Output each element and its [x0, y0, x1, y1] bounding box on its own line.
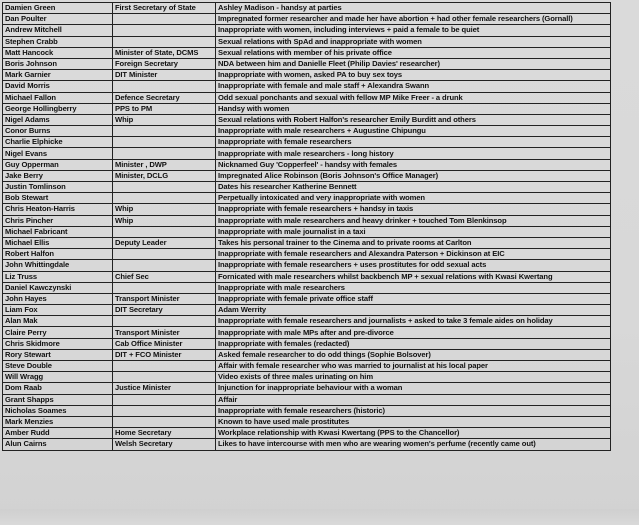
name-cell: Guy Opperman [3, 159, 113, 170]
table-row [3, 349, 611, 360]
name-cell: Steve Double [3, 361, 113, 372]
name-cell: Alun Cairns [3, 439, 113, 450]
role-cell: Transport Minister [113, 327, 216, 338]
table-row [3, 204, 611, 215]
name-cell: Stephen Crabb [3, 36, 113, 47]
note-cell: Inappropriate with female and male staff + Alexandra Swann [216, 81, 611, 92]
note-cell: Inappropriate with females (redacted) [216, 338, 611, 349]
table-row [3, 114, 611, 125]
name-cell: Michael Fallon [3, 92, 113, 103]
table-row [3, 383, 611, 394]
note-cell: Inappropriate with women, including interviews + paid a female to be quiet [216, 25, 611, 36]
role-cell: DIT Minister [113, 70, 216, 81]
name-cell: Will Wragg [3, 372, 113, 383]
note-cell: Injunction for inappropriate behaviour with a woman [216, 383, 611, 394]
role-cell [113, 81, 216, 92]
table-row [3, 81, 611, 92]
role-cell [113, 182, 216, 193]
role-cell [113, 14, 216, 25]
note-cell: Inappropriate with female researchers (historic) [216, 405, 611, 416]
role-cell [113, 193, 216, 204]
note-cell: Inappropriate with female researchers + handsy in taxis [216, 204, 611, 215]
note-cell: Fornicated with male researchers whilst backbench MP + sexual relations with Kwasi Kwertang [216, 271, 611, 282]
table-row [3, 47, 611, 58]
note-cell: Impregnated Alice Robinson (Boris Johnson's Office Manager) [216, 170, 611, 181]
table-row [3, 70, 611, 81]
table-row [3, 361, 611, 372]
table-row [3, 249, 611, 260]
name-cell: Charlie Elphicke [3, 137, 113, 148]
note-cell: Perpetually intoxicated and very inappropriate with women [216, 193, 611, 204]
table-row [3, 193, 611, 204]
role-cell [113, 405, 216, 416]
role-cell: Whip [113, 114, 216, 125]
note-cell: Takes his personal trainer to the Cinema and to private rooms at Carlton [216, 237, 611, 248]
table-row [3, 58, 611, 69]
role-cell: Minister, DCLG [113, 170, 216, 181]
table-row [3, 327, 611, 338]
role-cell [113, 25, 216, 36]
role-cell: Minister of State, DCMS [113, 47, 216, 58]
note-cell: Odd sexual ponchants and sexual with fellow MP Mike Freer - a drunk [216, 92, 611, 103]
allegations-table [2, 2, 611, 451]
name-cell: Michael Fabricant [3, 226, 113, 237]
name-cell: Daniel Kawczynski [3, 282, 113, 293]
role-cell [113, 316, 216, 327]
note-cell: Asked female researcher to do odd things (Sophie Bolsover) [216, 349, 611, 360]
table-row [3, 282, 611, 293]
table-row [3, 14, 611, 25]
role-cell: Justice Minister [113, 383, 216, 394]
role-cell: PPS to PM [113, 103, 216, 114]
note-cell: Inappropriate with male researchers [216, 282, 611, 293]
table-row [3, 182, 611, 193]
role-cell: Foreign Secretary [113, 58, 216, 69]
role-cell: DIT Secretary [113, 305, 216, 316]
table-body [3, 3, 611, 451]
table-row [3, 338, 611, 349]
role-cell [113, 226, 216, 237]
name-cell: George Hollingberry [3, 103, 113, 114]
name-cell: John Hayes [3, 293, 113, 304]
table-row [3, 159, 611, 170]
name-cell: Chris Skidmore [3, 338, 113, 349]
role-cell: Deputy Leader [113, 237, 216, 248]
role-cell: Minister , DWP [113, 159, 216, 170]
table-row [3, 126, 611, 137]
name-cell: Chris Pincher [3, 215, 113, 226]
role-cell [113, 394, 216, 405]
name-cell: Dan Poulter [3, 14, 113, 25]
name-cell: Nigel Evans [3, 148, 113, 159]
note-cell: Inappropriate with male researchers and heavy drinker + touched Tom Blenkinsop [216, 215, 611, 226]
note-cell: NDA between him and Danielle Fleet (Philip Davies' researcher) [216, 58, 611, 69]
note-cell: Inappropriate with male journalist in a taxi [216, 226, 611, 237]
note-cell: Adam Werrity [216, 305, 611, 316]
table-row [3, 3, 611, 14]
role-cell [113, 148, 216, 159]
name-cell: Mark Menzies [3, 416, 113, 427]
role-cell: Transport Minister [113, 293, 216, 304]
name-cell: Damien Green [3, 3, 113, 14]
name-cell: John Whittingdale [3, 260, 113, 271]
name-cell: Claire Perry [3, 327, 113, 338]
table-row [3, 215, 611, 226]
table-row [3, 36, 611, 47]
table-row [3, 237, 611, 248]
table-row [3, 170, 611, 181]
name-cell: David Morris [3, 81, 113, 92]
name-cell: Nicholas Soames [3, 405, 113, 416]
role-cell: Chief Sec [113, 271, 216, 282]
role-cell [113, 282, 216, 293]
note-cell: Dates his researcher Katherine Bennett [216, 182, 611, 193]
table-row [3, 316, 611, 327]
note-cell: Impregnated former researcher and made her have abortion + had other female researchers (Gornall) [216, 14, 611, 25]
note-cell: Inappropriate with women, asked PA to buy sex toys [216, 70, 611, 81]
role-cell: First Secretary of State [113, 3, 216, 14]
name-cell: Amber Rudd [3, 428, 113, 439]
table-row [3, 305, 611, 316]
note-cell: Inappropriate with female researchers + uses prostitutes for odd sexual acts [216, 260, 611, 271]
role-cell: Cab Office Minister [113, 338, 216, 349]
name-cell: Justin Tomlinson [3, 182, 113, 193]
role-cell: Welsh Secretary [113, 439, 216, 450]
role-cell: Whip [113, 204, 216, 215]
table-row [3, 25, 611, 36]
table-row [3, 428, 611, 439]
note-cell: Inappropriate with male MPs after and pre-divorce [216, 327, 611, 338]
note-cell: Inappropriate with male researchers - long history [216, 148, 611, 159]
note-cell: Ashley Madison - handsy at parties [216, 3, 611, 14]
table-row [3, 103, 611, 114]
note-cell: Handsy with women [216, 103, 611, 114]
note-cell: Inappropriate with female researchers and Alexandra Paterson + Dickinson at EIC [216, 249, 611, 260]
role-cell [113, 36, 216, 47]
name-cell: Robert Halfon [3, 249, 113, 260]
note-cell: Sexual relations with Robert Halfon's researcher Emily Burditt and others [216, 114, 611, 125]
note-cell: Affair [216, 394, 611, 405]
role-cell [113, 416, 216, 427]
table-row [3, 372, 611, 383]
role-cell [113, 260, 216, 271]
note-cell: Inappropriate with male researchers + Augustine Chipungu [216, 126, 611, 137]
note-cell: Affair with female researcher who was married to journalist at his local paper [216, 361, 611, 372]
role-cell [113, 126, 216, 137]
name-cell: Conor Burns [3, 126, 113, 137]
note-cell: Sexual relations with member of his private office [216, 47, 611, 58]
name-cell: Chris Heaton-Harris [3, 204, 113, 215]
name-cell: Dom Raab [3, 383, 113, 394]
role-cell: DIT + FCO Minister [113, 349, 216, 360]
note-cell: Inappropriate with female private office staff [216, 293, 611, 304]
role-cell [113, 361, 216, 372]
name-cell: Rory Stewart [3, 349, 113, 360]
role-cell [113, 249, 216, 260]
table-row [3, 405, 611, 416]
note-cell: Video exists of three males urinating on him [216, 372, 611, 383]
name-cell: Boris Johnson [3, 58, 113, 69]
name-cell: Michael Ellis [3, 237, 113, 248]
table-row [3, 260, 611, 271]
name-cell: Bob Stewart [3, 193, 113, 204]
note-cell: Workplace relationship with Kwasi Kwertang (PPS to the Chancellor) [216, 428, 611, 439]
note-cell: Inappropriate with female researchers [216, 137, 611, 148]
note-cell: Likes to have intercourse with men who are wearing women's perfume (recently came out) [216, 439, 611, 450]
name-cell: Jake Berry [3, 170, 113, 181]
name-cell: Andrew Mitchell [3, 25, 113, 36]
role-cell: Defence Secretary [113, 92, 216, 103]
table-row [3, 92, 611, 103]
note-cell: Sexual relations with SpAd and inappropriate with women [216, 36, 611, 47]
table-row [3, 148, 611, 159]
name-cell: Grant Shapps [3, 394, 113, 405]
note-cell: Nicknamed Guy 'Copperfeel' - handsy with females [216, 159, 611, 170]
name-cell: Alan Mak [3, 316, 113, 327]
table-row [3, 439, 611, 450]
role-cell: Home Secretary [113, 428, 216, 439]
role-cell: Whip [113, 215, 216, 226]
table-row [3, 293, 611, 304]
table-row [3, 226, 611, 237]
name-cell: Liz Truss [3, 271, 113, 282]
table-row [3, 271, 611, 282]
page-margin [0, 509, 639, 525]
name-cell: Liam Fox [3, 305, 113, 316]
name-cell: Mark Garnier [3, 70, 113, 81]
note-cell: Inappropriate with female researchers and journalists + asked to take 3 female aides on holiday [216, 316, 611, 327]
role-cell [113, 137, 216, 148]
table-row [3, 394, 611, 405]
table-row [3, 137, 611, 148]
name-cell: Matt Hancock [3, 47, 113, 58]
role-cell [113, 372, 216, 383]
name-cell: Nigel Adams [3, 114, 113, 125]
table-row [3, 416, 611, 427]
note-cell: Known to have used male prostitutes [216, 416, 611, 427]
